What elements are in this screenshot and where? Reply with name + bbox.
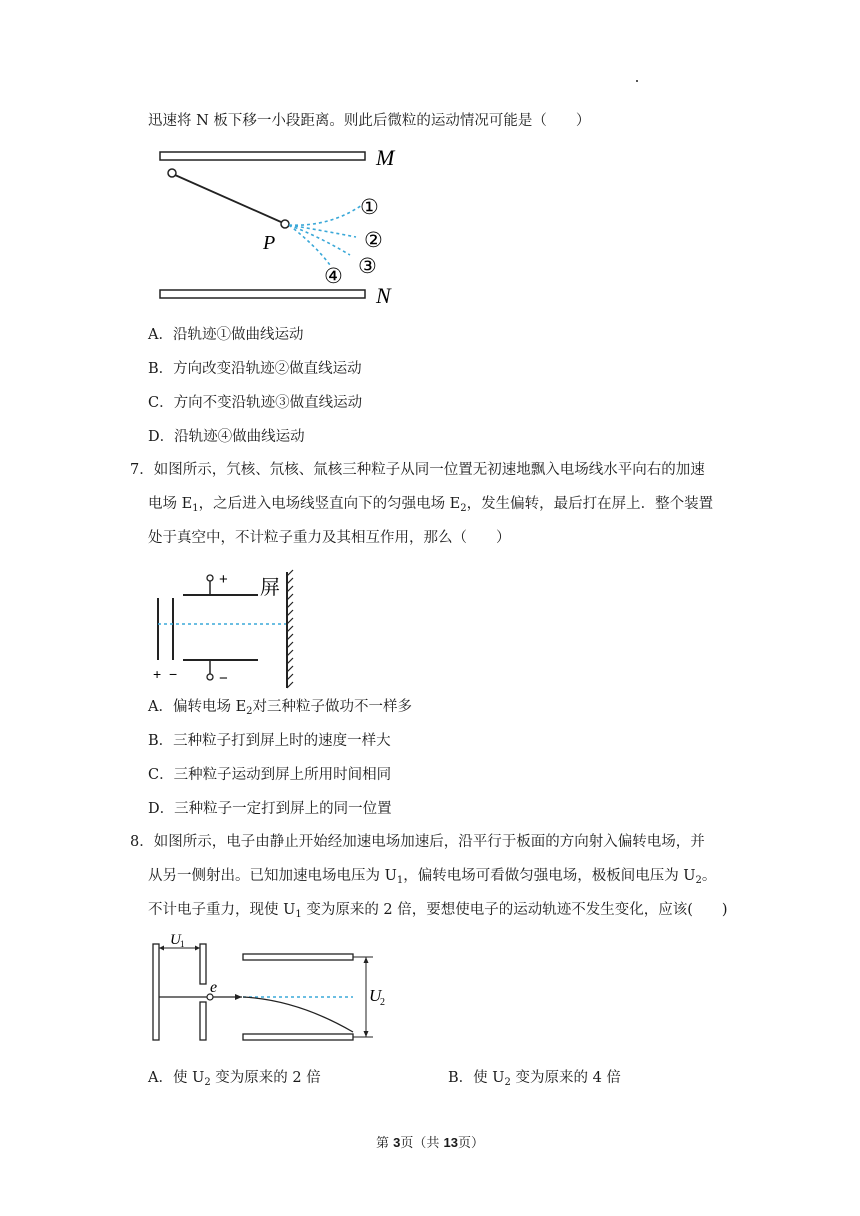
q7-stem-line3: 处于真空中，不计粒子重力及其相互作用，那么（ ） [148,530,511,546]
q6-stem-tail: 迅速将 N 板下移一小段距离。则此后微粒的运动情况可能是（ ） [148,113,591,129]
svg-text:N: N [376,283,391,308]
q8-stem-line2: 从另一侧射出。已知加速电场电压为 $U_1$，偏转电场可看做匀强电场，极板间电压为 $U_2$。 [148,868,717,886]
q8-stem-line1: 8．如图所示，电子由静止开始经加速电场加速后，沿平行于板面的方向射入偏转电场，并 [130,834,705,850]
q6-option-a: A．沿轨迹①做曲线运动 [148,327,304,343]
svg-text:U: U [170,932,181,948]
svg-text:+: + [153,666,162,682]
page-mark [636,80,638,82]
q7-stem-line1: 7．如图所示，氕核、氘核、氚核三种粒子从同一位置无初速地飘入电场线水平向右的加速 [130,462,705,478]
q7-stem-line2: 电场 $E_1$，之后进入电场线竖直向下的匀强电场 $E_2$，发生偏转，最后打在屏上．整个装置 [148,496,714,514]
svg-text:④: ④ [324,264,343,288]
q7-option-b: B．三种粒子打到屏上时的速度一样大 [148,733,391,749]
svg-text:1: 1 [180,939,185,949]
q6-option-b: B．方向改变沿轨迹②做直线运动 [148,361,362,377]
svg-text:②: ② [364,228,383,252]
q6-option-c: C．方向不变沿轨迹③做直线运动 [148,395,363,411]
svg-text:③: ③ [358,254,377,278]
svg-text:−: − [219,670,228,687]
svg-text:屏: 屏 [260,575,280,599]
svg-text:①: ① [360,195,379,219]
q7-option-a: A．偏转电场 $E_2$对三种粒子做功不一样多 [148,699,413,717]
svg-text:P: P [263,232,276,254]
q7-option-c: C．三种粒子运动到屏上所用时间相同 [148,767,392,783]
svg-text:−: − [169,666,178,682]
svg-text:U: U [369,986,382,1005]
q8-option-a: A．使 $U_2$ 变为原来的 2 倍 [148,1070,321,1088]
svg-text:M: M [376,145,395,170]
q8-option-b: B．使 $U_2$ 变为原来的 4 倍 [448,1070,621,1088]
q7-figure [148,568,308,693]
q7-option-d: D．三种粒子一定打到屏上的同一位置 [148,801,392,817]
page-footer: 第 3页（共 13页） [376,1135,484,1151]
svg-text:+: + [219,571,228,588]
svg-text:2: 2 [380,997,385,1008]
q8-stem-line3: 不计电子重力，现使 $U_1$ 变为原来的 2 倍，要想使电子的运动轨迹不发生变化，应该( ) [148,902,728,920]
q8-figure [148,930,388,1045]
q6-figure [150,145,410,315]
q6-option-d: D．沿轨迹④做曲线运动 [148,429,305,445]
svg-text:e: e [210,979,218,996]
